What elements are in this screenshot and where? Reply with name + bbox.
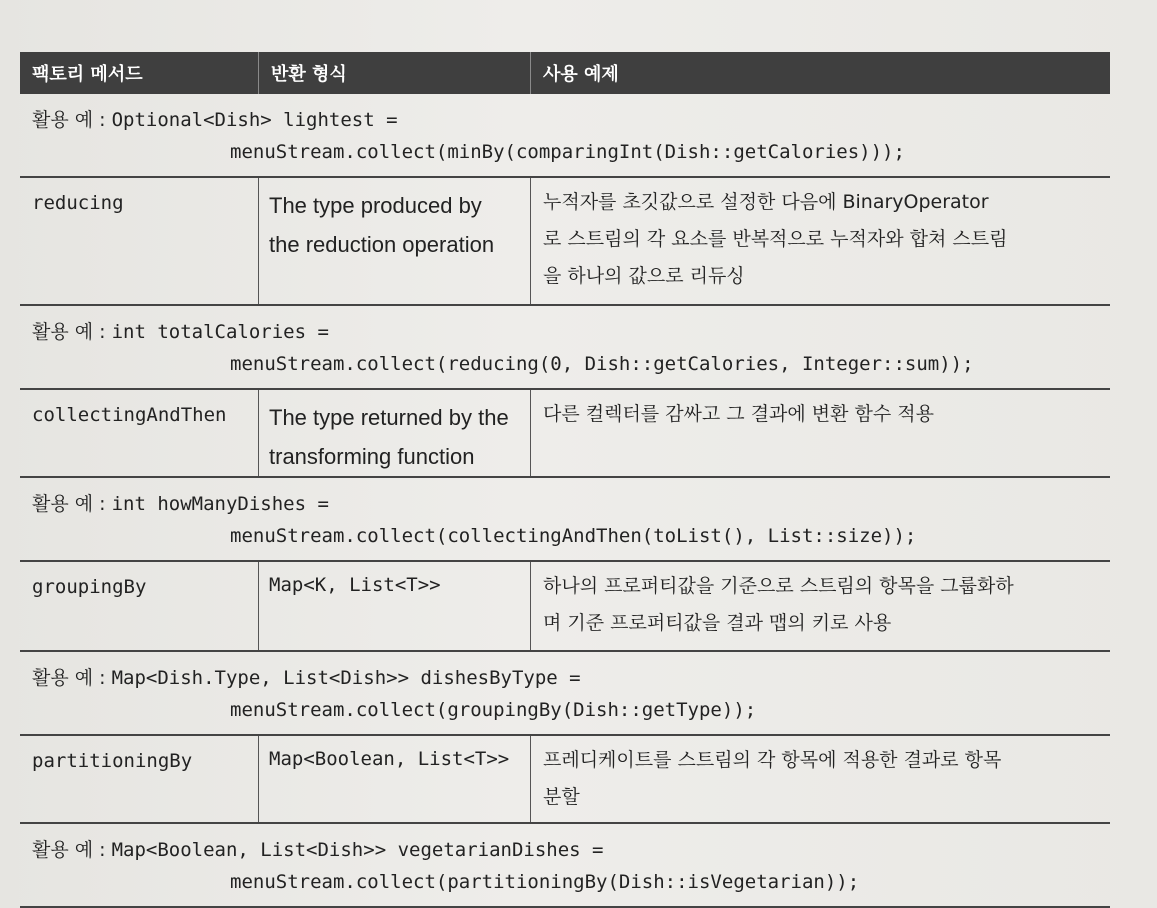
table-row-collectingandthen xyxy=(20,390,1110,478)
method-name: collectingAndThen xyxy=(32,404,227,426)
return-type-line: The type produced by xyxy=(269,193,482,218)
table-header xyxy=(20,52,1110,94)
example-partitioningby xyxy=(20,824,1110,908)
description-line: 하나의 프로퍼티값을 기준으로 스트림의 항목을 그룹화하 xyxy=(543,575,1014,597)
description-line: 프레디케이트를 스트림의 각 항목에 적용한 결과로 항목 xyxy=(543,749,1002,771)
description-line: 다른 컬렉터를 감싸고 그 결과에 변환 함수 적용 xyxy=(543,403,935,425)
return-type-cell xyxy=(258,390,530,476)
example-groupingby xyxy=(20,652,1110,736)
example-reducing xyxy=(20,306,1110,390)
return-type-cell xyxy=(258,736,530,822)
example-prefix: 활용 예 : xyxy=(32,493,112,515)
description-cell xyxy=(530,562,1110,650)
example-minby xyxy=(20,94,1110,178)
example-code-line1: Optional<Dish> lightest = xyxy=(111,109,398,131)
example-code-line1: Map<Dish.Type, List<Dish>> dishesByType = xyxy=(111,667,581,689)
return-type-cell xyxy=(258,178,530,304)
description-line: 며 기준 프로퍼티값을 결과 맵의 키로 사용 xyxy=(543,612,892,634)
method-name: partitioningBy xyxy=(32,750,193,772)
return-type-line: Map<Boolean, List<T>> xyxy=(269,748,510,770)
description-line: 누적자를 초깃값으로 설정한 다음에 BinaryOperator xyxy=(543,191,989,213)
example-prefix: 활용 예 : xyxy=(32,109,112,131)
example-code-line1: Map<Boolean, List<Dish>> vegetarianDishes = xyxy=(111,839,604,861)
description-line: 분할 xyxy=(543,786,580,808)
example-code-line2: menuStream.collect(groupingBy(Dish::getType)); xyxy=(230,699,757,721)
description-cell xyxy=(530,736,1110,822)
table-row-reducing xyxy=(20,178,1110,306)
return-type-line: Map<K, List<T>> xyxy=(269,574,441,596)
example-code-line1: int howManyDishes = xyxy=(111,493,329,515)
method-name: groupingBy xyxy=(32,576,147,598)
example-code-line2: menuStream.collect(collectingAndThen(toList(), List::size)); xyxy=(230,525,917,547)
method-name: reducing xyxy=(32,192,124,214)
description-line: 로 스트림의 각 요소를 반복적으로 누적자와 합쳐 스트림 xyxy=(543,228,1008,250)
example-code-line2: menuStream.collect(minBy(comparingInt(Dish::getCalories))); xyxy=(230,141,905,163)
description-line: 을 하나의 값으로 리듀싱 xyxy=(543,265,745,287)
return-type-line: the reduction operation xyxy=(269,232,495,257)
example-collectingandthen xyxy=(20,478,1110,562)
description-cell xyxy=(530,178,1110,304)
header-factory-method: 팩토리 메서드 xyxy=(32,64,143,85)
table-row-groupingby xyxy=(20,562,1110,652)
example-prefix: 활용 예 : xyxy=(32,321,112,343)
example-code-line2: menuStream.collect(partitioningBy(Dish::isVegetarian)); xyxy=(230,871,860,893)
header-return-type: 반환 형식 xyxy=(258,52,530,94)
table-row-partitioningby xyxy=(20,736,1110,824)
description-cell xyxy=(530,390,1110,476)
example-prefix: 활용 예 : xyxy=(32,839,112,861)
header-usage-example: 사용 예제 xyxy=(530,52,1110,94)
return-type-cell xyxy=(258,562,530,650)
example-code-line1: int totalCalories = xyxy=(111,321,329,343)
return-type-line: transforming function xyxy=(269,444,475,469)
return-type-line: The type returned by the xyxy=(269,405,509,430)
example-code-line2: menuStream.collect(reducing(0, Dish::getCalories, Integer::sum)); xyxy=(230,353,974,375)
example-prefix: 활용 예 : xyxy=(32,667,112,689)
collectors-table xyxy=(20,52,1110,908)
